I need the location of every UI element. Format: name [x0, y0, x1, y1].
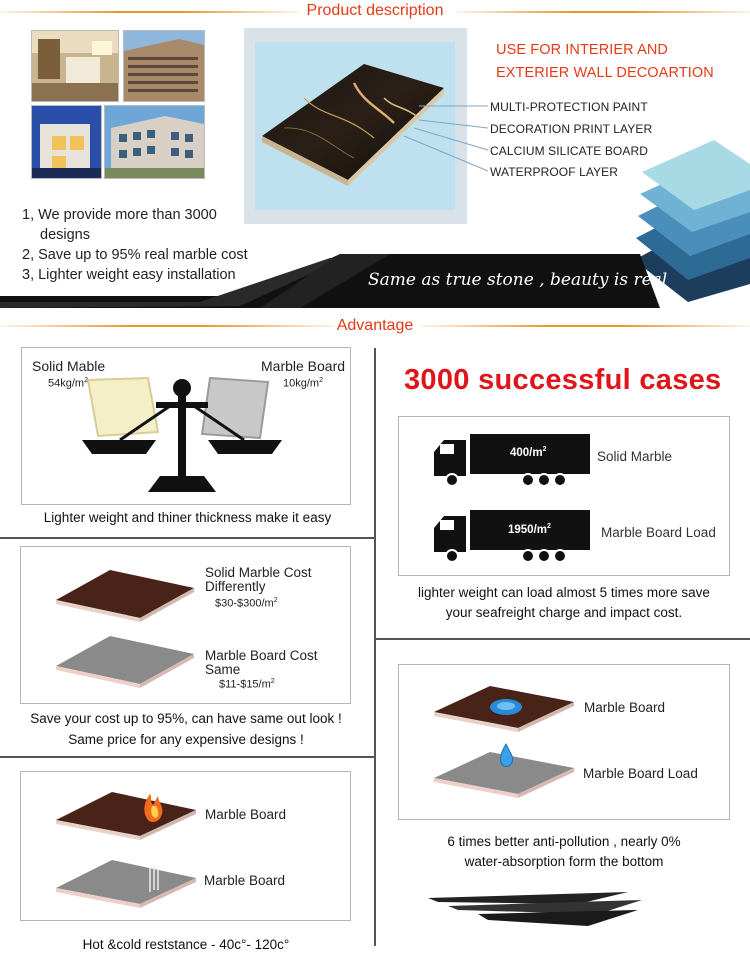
solid-cost-price: $\$30-\$300/m^2$	[215, 597, 278, 610]
pollution-label-1: Marble Board	[584, 700, 666, 715]
grid-divider-h2	[0, 756, 376, 758]
solid-cost-title-1: Solid Marble Cost	[205, 565, 312, 580]
cost-boards-graphic	[54, 566, 196, 696]
product-list-item-3: 3, Lighter weight easy installation	[22, 267, 236, 283]
temperature-boards-graphic	[54, 786, 198, 912]
temperature-label-2: Marble Board	[204, 873, 286, 888]
grid-divider-h1	[0, 537, 376, 539]
section-title: Product description	[306, 2, 444, 19]
product-list-item-1: 1, We provide more than 3000	[22, 207, 217, 223]
use-text-line2: EXTERIER WALL DECOARTION	[496, 65, 714, 81]
cases-caption-line2: your seafreight charge and impact cost.	[445, 605, 683, 620]
solid-cost-title-2: Differently	[205, 579, 266, 594]
layer-label-paint: MULTI-PROTECTION PAINT	[490, 100, 648, 114]
pollution-caption-line2: water-absorption form the bottom	[464, 854, 664, 869]
temperature-label-1: Marble Board	[205, 807, 287, 822]
banner-text: Same as true stone , beauty is real	[368, 270, 668, 290]
truck-marble-board-icon	[432, 508, 592, 564]
board-cost-title-2: Same	[205, 662, 241, 677]
cost-caption-line1: Save your cost up to 95%, can have same out look !	[30, 711, 342, 726]
board-cost-title-1: Marble Board Cost	[205, 648, 318, 663]
photo-building-3	[104, 105, 205, 179]
truck-marble-board-value: $1950/m^2$	[508, 523, 551, 536]
marble-board-label: Marble Board	[261, 358, 346, 374]
truck-solid-marble-value: $400/m^2$	[510, 446, 547, 459]
cases-caption-line1: lighter weight can load almost 5 times more save	[418, 585, 710, 600]
photo-interior	[31, 30, 119, 102]
advantage-header	[0, 314, 750, 338]
use-text-line1: USE FOR INTERIER AND	[496, 42, 668, 58]
cost-caption-line2: Same price for any expensive designs !	[68, 732, 304, 747]
photo-building-2	[31, 105, 102, 179]
photo-building-1	[123, 30, 205, 102]
marble-board-weight: $10kg/m^2$	[283, 377, 323, 390]
grid-divider-vertical	[374, 348, 376, 946]
layer-label-calcium: CALCIUM SILICATE BOARD	[490, 144, 649, 158]
product-description-header	[0, 0, 750, 24]
decorative-stripes	[428, 892, 644, 928]
truck-marble-board-label: Marble Board Load	[601, 525, 716, 540]
layer-label-waterproof: WATERPROOF LAYER	[490, 165, 619, 179]
successful-cases-title: 3000 successful cases	[404, 364, 722, 396]
board-cost-price: $\$11-\$15/m^2$	[219, 678, 275, 691]
solid-marble-label: Solid Mable	[32, 358, 106, 374]
truck-solid-marble-label: Solid Marble	[597, 449, 673, 464]
pollution-label-2: Marble Board Load	[583, 766, 698, 781]
pollution-boards-graphic	[432, 682, 576, 802]
solid-marble-weight: $54kg/m^2$	[48, 377, 88, 390]
product-list-item-1-cont: designs	[40, 227, 90, 243]
layer-label-print: DECORATION PRINT LAYER	[490, 122, 653, 136]
temperature-caption: Hot &cold reststance - 40c°- 120c°	[82, 937, 290, 952]
weight-caption: Lighter weight and thiner thickness make it easy	[43, 510, 332, 525]
section-title: Advantage	[336, 317, 414, 334]
product-list-item-2: 2, Save up to 95% real marble cost	[22, 247, 248, 263]
pollution-caption-line1: 6 times better anti-pollution , nearly 0%	[447, 834, 681, 849]
grid-divider-h3	[374, 638, 750, 640]
truck-solid-marble-icon	[432, 432, 592, 488]
